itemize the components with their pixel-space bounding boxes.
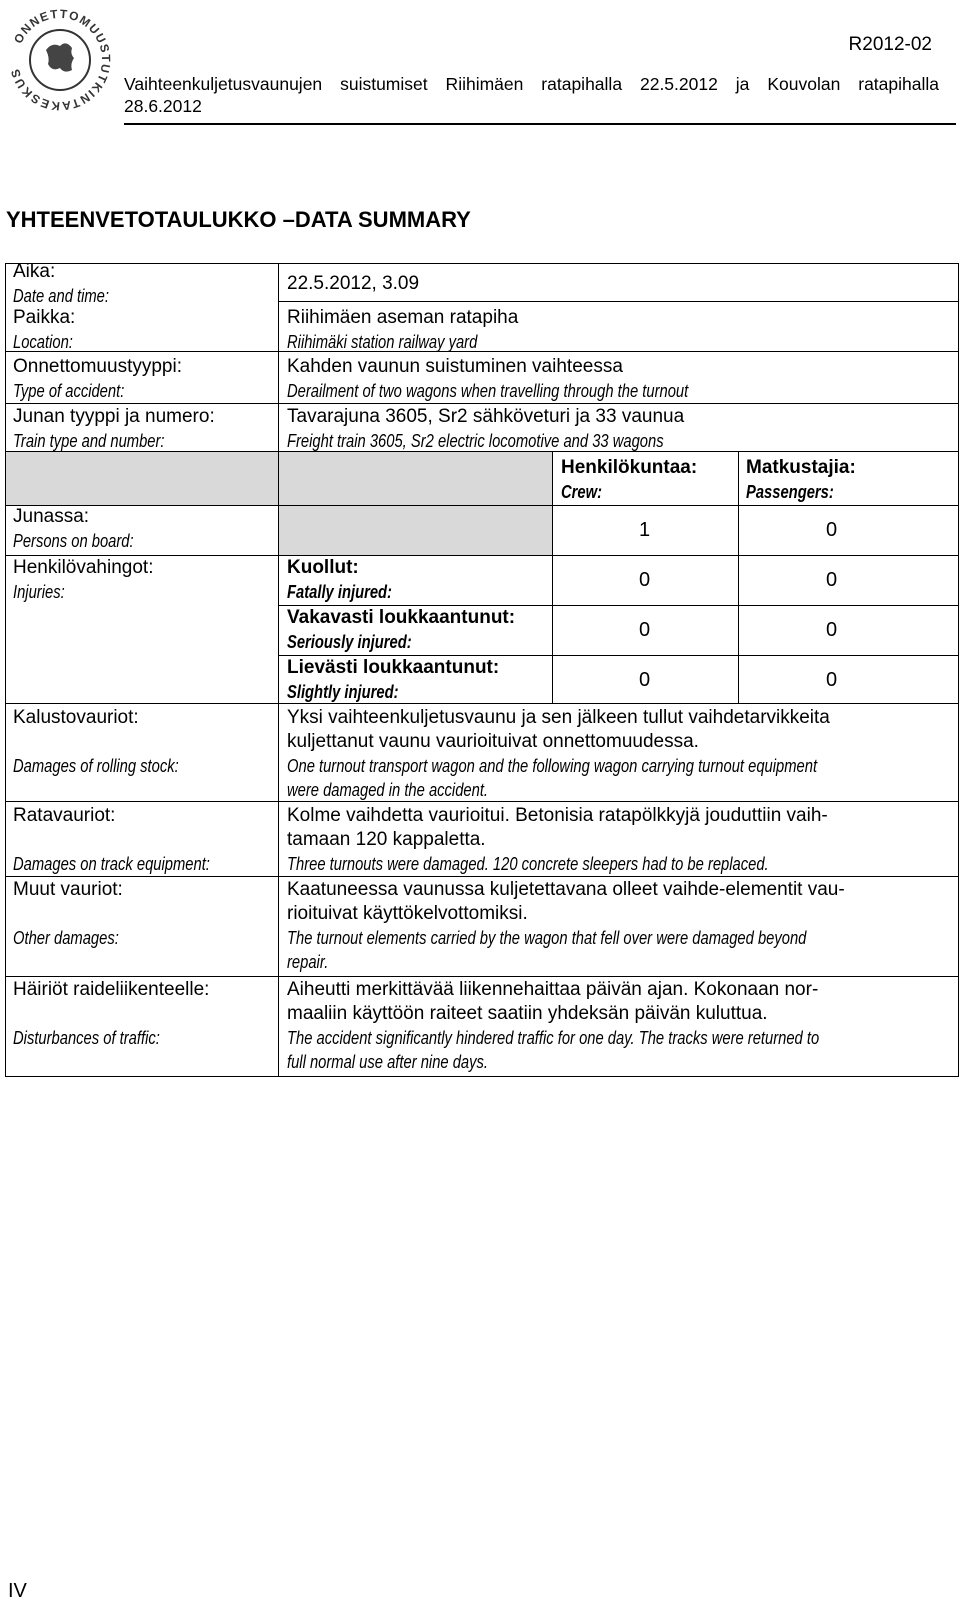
serious-crew: 0 (639, 619, 651, 641)
value-time: 22.5.2012, 3.09 (287, 273, 420, 294)
value-rolling-stock: Yksi vaihteenkuljetusvaunu ja sen jälkeen tullut vaihdetarvikkeita kuljettanut vaunu vaurioituivat onnettomuudessa. One turnout transport wagon and the following wagon carrying turnout equipment were damaged in the accident. (287, 707, 830, 800)
label-injuries: Henkilövahingot: Injuries: (13, 557, 154, 602)
label-fatal: Kuollut: Fatally injured: (287, 557, 392, 602)
label-traffic: Häiriöt raideliikenteelle: Disturbances of traffic: (13, 979, 210, 1048)
on-board-crew: 1 (639, 519, 651, 541)
slight-crew: 0 (639, 669, 651, 691)
label-location: Paikka: Location: (13, 307, 76, 352)
label-on-board: Junassa: Persons on board: (13, 506, 134, 551)
value-location: Riihimäen aseman ratapiha Riihimäki station railway yard (287, 307, 519, 352)
label-time: Aika: Date and time: (13, 261, 109, 306)
value-train: Tavarajuna 3605, Sr2 sähköveturi ja 33 vaunua Freight train 3605, Sr2 electric locomotive and 33 wagons (287, 406, 685, 451)
report-title-line2: 28.6.2012 (124, 96, 202, 116)
slight-passengers: 0 (826, 669, 838, 691)
label-train: Junan tyyppi ja numero: Train type and number: (13, 406, 215, 451)
report-id: R2012-02 (848, 34, 932, 55)
label-slight: Lievästi loukkaantunut: Slightly injured: (287, 657, 500, 702)
logo-text: ONNETTOMUUSTUTKINTAKESKUS (7, 6, 114, 114)
fatal-crew: 0 (639, 569, 651, 591)
label-other: Muut vauriot: Other damages: (13, 879, 123, 948)
label-track: Ratavauriot: Damages on track equipment: (13, 805, 210, 874)
value-traffic: Aiheutti merkittävää liikennehaittaa päivän ajan. Kokonaan nor- maaliin käyttöön raiteet saatiin yhdeksän päivän kuluttua. The accident significantly hindered traffic for one day. The tracks were returned to full normal use after nine days. (287, 979, 820, 1072)
value-accident-type: Kahden vaunun suistuminen vaihteessa Derailment of two wagons when travelling through the turnout (287, 356, 689, 401)
column-divider (278, 263, 279, 1077)
accident-investigation-board-logo (6, 6, 114, 114)
header-passengers: Matkustajia: Passengers: (746, 457, 856, 502)
label-serious: Vakavasti loukkaantunut: Seriously injured: (287, 607, 516, 652)
on-board-passengers: 0 (826, 519, 838, 541)
header-divider (124, 123, 956, 125)
summary-title: YHTEENVETOTAULUKKO –DATA SUMMARY (6, 207, 471, 232)
label-rolling-stock: Kalustovauriot: Damages of rolling stock: (13, 707, 179, 776)
header-crew: Henkilökuntaa: Crew: (561, 457, 698, 502)
lion-icon (46, 43, 74, 71)
report-title: Vaihteenkuljetusvaunujen suistumiset Riihimäen ratapihalla 22.5.2012 ja Kouvolan ratapihalla (124, 74, 939, 94)
page-number: IV (8, 1580, 27, 1602)
value-track: Kolme vaihdetta vaurioitui. Betonisia ratapölkkyjä jouduttiin vaih- tamaan 120 kappaletta. Three turnouts were damaged. 120 concrete sleepers had to be replaced. (287, 805, 828, 874)
serious-passengers: 0 (826, 619, 838, 641)
fatal-passengers: 0 (826, 569, 838, 591)
value-other: Kaatuneessa vaunussa kuljetettavana olleet vaihde-elementit vau- rioituivat käyttökelvottomiksi. The turnout elements carried by the wagon that fell over were damaged beyond repair. (287, 879, 845, 972)
label-accident-type: Onnettomuustyyppi: Type of accident: (13, 356, 182, 401)
